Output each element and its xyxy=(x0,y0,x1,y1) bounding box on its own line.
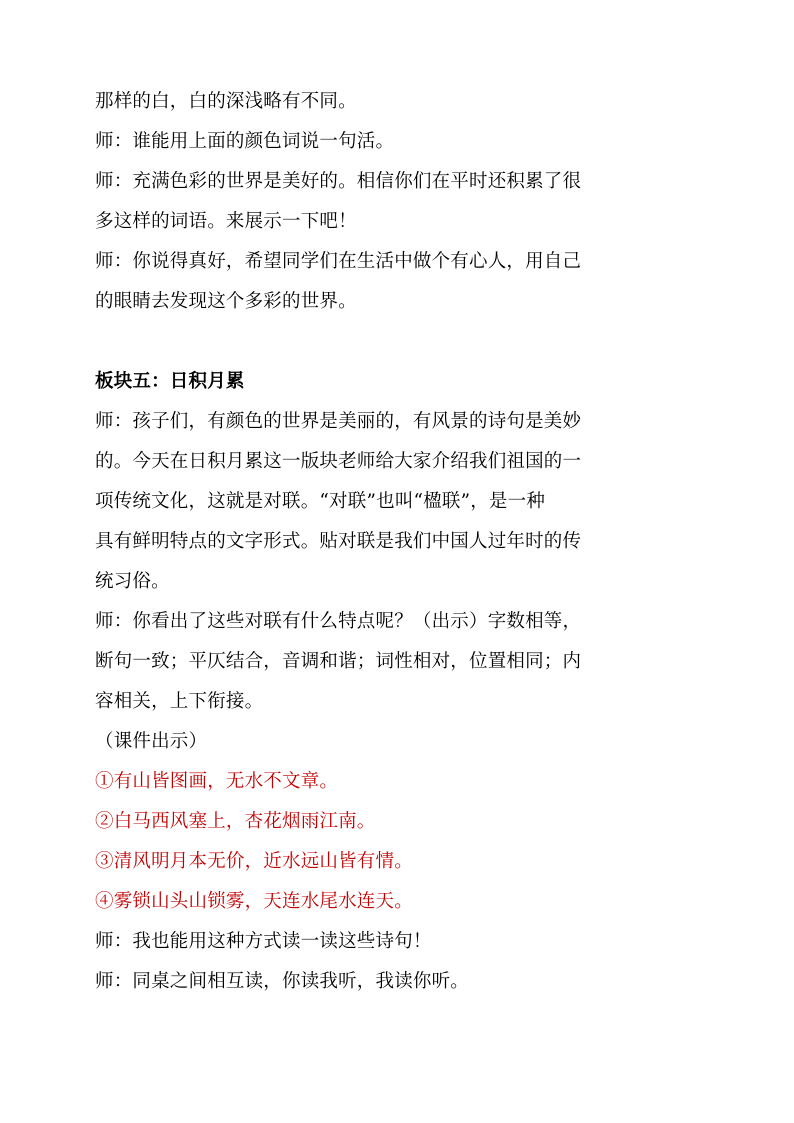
closing-line: 师：同桌之间相互读，你读我听，我读你听。 xyxy=(95,971,470,992)
section-heading: 板块五：日积月累 xyxy=(95,371,245,392)
paragraph-line: 的。今天在日积月累这一版块老师给大家介绍我们祖国的一 xyxy=(95,451,582,472)
couplet-line: ③清风明月本无价，近水远山皆有情。 xyxy=(95,851,413,872)
text-line: 师：谁能用上面的颜色词说一句活。 xyxy=(95,131,395,152)
text-line: 的眼睛去发现这个多彩的世界。 xyxy=(95,291,357,312)
couplet-line: ②白马西风塞上，杏花烟雨江南。 xyxy=(95,811,376,832)
paragraph-line: 师：你看出了这些对联有什么特点呢？（出示）字数相等， xyxy=(95,611,582,632)
text-line: 那样的白，白的深浅略有不同。 xyxy=(95,91,357,112)
paragraph-line: 断句一致；平仄结合，音调和谐；词性相对，位置相同；内 xyxy=(95,651,582,672)
text-line: 多这样的词语。来展示一下吧！ xyxy=(95,211,357,232)
paragraph-line: 具有鲜明特点的文字形式。贴对联是我们中国人过年时的传 xyxy=(95,531,582,552)
couplet-line: ④雾锁山头山锁雾，天连水尾水连天。 xyxy=(95,891,413,912)
paragraph-line: 容相关，上下衔接。 xyxy=(95,691,264,712)
couplet-line: ①有山皆图画，无水不文章。 xyxy=(95,771,339,792)
closing-line: 师：我也能用这种方式读一读这些诗句！ xyxy=(95,931,432,952)
blank-line xyxy=(95,322,605,362)
paragraph-line: 统习俗。 xyxy=(95,571,170,592)
text-line: 师：你说得真好，希望同学们在生活中做个有心人，用自己 xyxy=(95,251,582,272)
courseware-note: （课件出示） xyxy=(95,731,208,752)
document-page xyxy=(95,82,605,1002)
paragraph-line: 师：孩子们，有颜色的世界是美丽的，有风景的诗句是美妙 xyxy=(95,411,582,432)
paragraph-line: 项传统文化，这就是对联。“对联”也叫“楹联”，是一种 xyxy=(95,491,546,512)
text-line: 师：充满色彩的世界是美好的。相信你们在平时还积累了很 xyxy=(95,171,582,192)
